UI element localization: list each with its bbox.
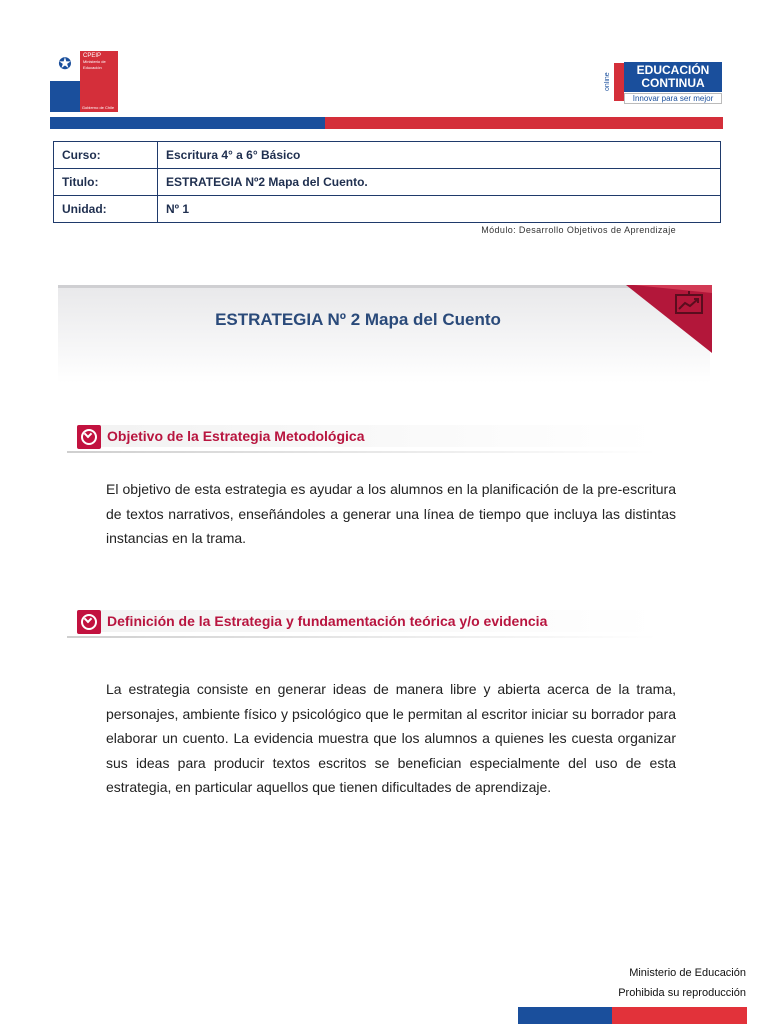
section-body: El objetivo de esta estrategia es ayudar a los alumnos en la planificación de la pre-escritura de textos narrativos, enseñándoles a generar una línea de tiempo que incluya las distintas instancias en la trama.	[106, 481, 676, 546]
banner-title: ESTRATEGIA Nº 2 Mapa del Cuento	[215, 310, 501, 329]
logo-org: CPEIP	[83, 53, 102, 59]
chevron-circle-icon	[77, 425, 101, 449]
footer-copyright: Prohibida su reproducción	[618, 987, 746, 999]
header-stripe	[50, 117, 723, 129]
table-row	[54, 169, 721, 196]
section-title: Definición de la Estrategia y fundamentación teórica y/o evidencia	[107, 613, 548, 629]
educacion-continua-logo	[604, 60, 722, 104]
cpeip-logo	[50, 51, 118, 112]
logo-sub: Ministerio de Educación	[83, 59, 106, 70]
logo-tagline: Innovar para ser mejor	[624, 93, 722, 104]
title-banner	[58, 285, 710, 383]
row-value: Nº 1	[158, 196, 721, 223]
row-label: Curso:	[54, 142, 158, 169]
table-row	[54, 142, 721, 169]
section-heading-definicion	[67, 610, 657, 640]
logo-line2: CONTINUA	[641, 76, 705, 90]
row-value: Escritura 4° a 6° Básico	[158, 142, 721, 169]
logo-online: online	[604, 72, 611, 92]
chevron-circle-icon	[77, 610, 101, 634]
table-row	[54, 196, 721, 223]
section-title: Objetivo de la Estrategia Metodológica	[107, 428, 365, 444]
footer-ministry: Ministerio de Educación	[629, 967, 746, 979]
chile-crest-icon: ✪	[58, 56, 72, 73]
section-heading-objetivo	[67, 425, 657, 455]
row-label: Unidad:	[54, 196, 158, 223]
course-info-table	[53, 141, 721, 223]
section-body: La estrategia consiste en generar ideas de manera libre y abierta acerca de la trama, personajes, ambiente físico y psicológico que le permitan al escritor iniciar su borrador para elaborar un cuento. La evidencia muestra que los alumnos a quienes les cuesta organizar sus ideas para producir textos escritos se benefician especialmente del uso de esta estrategia, en particular aquellos que tienen dificultades de aprendizaje.	[106, 681, 676, 795]
logo-line1: EDUCACIÓN	[636, 63, 710, 77]
logo-gob: Gobierno de Chile	[81, 105, 115, 110]
row-label: Titulo:	[54, 169, 158, 196]
row-value: ESTRATEGIA Nº2 Mapa del Cuento.	[158, 169, 721, 196]
chart-board-icon	[673, 289, 705, 317]
footer-stripe	[518, 1007, 747, 1024]
modulo-caption: Módulo: Desarrollo Objetivos de Aprendizaje	[481, 225, 676, 235]
